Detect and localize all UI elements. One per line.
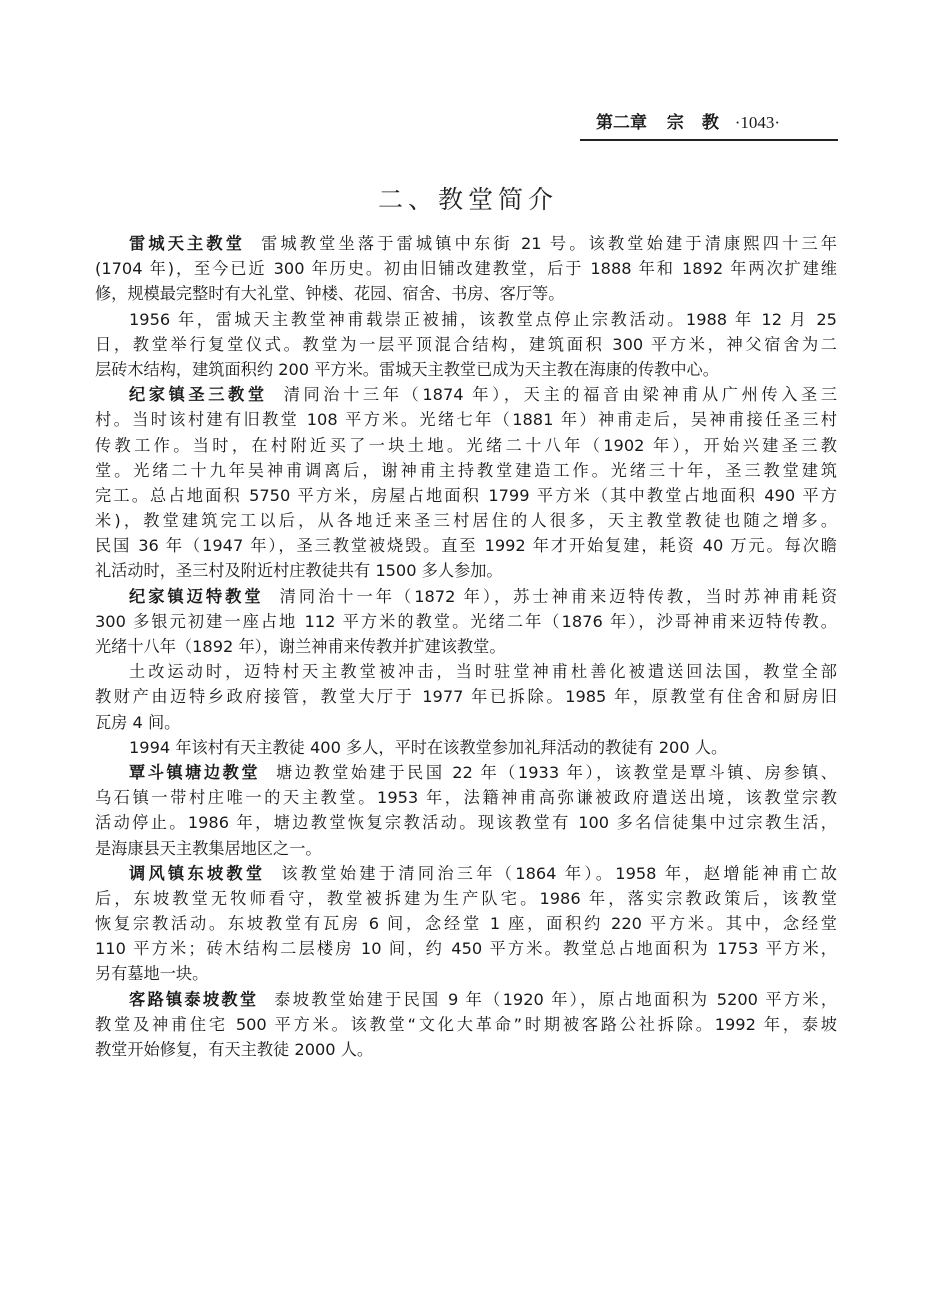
line-text: 清同治十三年（1874 年），天主的福音由梁神甫从广州传入圣三 [283, 385, 838, 405]
line-text: 教堂开始修复，有天主教徒 2000 人。 [95, 1040, 374, 1059]
text-line [95, 735, 837, 760]
paragraph-heading-line [95, 382, 837, 407]
line-text: 活动停止。1986 年，塘边教堂恢复宗教活动。现该教堂有 100 多名信徒集中过宗教生活， [95, 813, 837, 833]
text-line [95, 810, 837, 835]
running-header [596, 108, 836, 133]
church-name-heading: 覃斗镇塘边教堂 [129, 762, 261, 782]
text-line [95, 433, 837, 458]
church-name-heading: 纪家镇迈特教堂 [129, 586, 264, 606]
page-number: ·1043· [734, 113, 781, 132]
text-line [95, 1012, 837, 1037]
text-line [95, 785, 837, 810]
text-line [95, 281, 837, 306]
text-line [95, 558, 837, 583]
body-text [95, 231, 837, 1062]
text-line [95, 911, 837, 936]
line-text: 110 平方米；砖木结构二层楼房 10 间，约 450 平方米。教堂总占地面积为 1753 平方米， [95, 939, 837, 959]
line-text: 后，东坡教堂无牧师看守，教堂被拆建为生产队宅。1986 年，落实宗教政策后，该教堂 [95, 888, 837, 908]
line-text: (1704 年)，至今已近 300 年历史。初由旧铺改建教堂，后于 1888 年和 1892 年两次扩建维 [95, 259, 837, 279]
line-text: 1956 年，雷城天主教堂神甫载崇正被捕，该教堂点停止宗教活动。1988 年 12 月 25 [129, 309, 837, 329]
chapter-label: 第二章 [596, 113, 647, 133]
text-line [95, 332, 837, 357]
text-line [95, 407, 837, 432]
line-text: 泰坡教堂始建于民国 9 年（1920 年），原占地面积为 5200 平方米， [274, 989, 838, 1009]
line-text: 日，教堂举行复堂仪式。教堂为一层平顶混合结构，建筑面积 300 平方米，神父宿舍为二 [95, 334, 837, 354]
line-text: 清同治十一年（1872 年），苏士神甫来迈特传教，当时苏神甫耗资 [279, 586, 838, 606]
text-line [95, 458, 837, 483]
text-line [95, 483, 837, 508]
church-name-heading: 纪家镇圣三教堂 [129, 385, 268, 405]
line-text: 是海康县天主教集居地区之一。 [95, 838, 322, 858]
text-line [95, 936, 837, 961]
line-text: 该教堂始建于清同治三年（1864 年）。1958 年，赵增能神甫亡故 [281, 863, 837, 883]
text-line [95, 533, 837, 558]
text-line [95, 357, 837, 382]
church-name-heading: 调风镇东坡教堂 [129, 863, 266, 883]
text-line [95, 1037, 837, 1062]
paragraph-heading-line [95, 231, 837, 256]
line-text: 土改运动时，迈特村天主教堂被冲击，当时驻堂神甫杜善化被遣送回法国，教堂全部 [129, 662, 837, 682]
line-text: 完工。总占地面积 5750 平方米，房屋占地面积 1799 平方米（其中教堂占地面积 490 平方 [95, 485, 837, 505]
text-line [95, 684, 837, 709]
line-text: 乌石镇一带村庄唯一的天主教堂。1953 年，法籍神甫高弥谦被政府遣送出境，该教堂宗教 [95, 788, 837, 808]
line-text: 修，规模最完整时有大礼堂、钟楼、花园、宿舍、书房、客厅等。 [95, 284, 565, 304]
text-line [95, 634, 837, 659]
paragraph-heading-line [95, 987, 837, 1012]
line-text: 堂。光绪二十九年吴神甫调离后，谢神甫主持教堂建造工作。光绪三十年，圣三教堂建筑 [95, 460, 837, 480]
text-line [95, 508, 837, 533]
church-name-heading: 雷城天主教堂 [129, 234, 246, 253]
text-line [95, 256, 837, 281]
text-line [95, 961, 837, 986]
line-text: 民国 36 年（1947 年），圣三教堂被烧毁。直至 1992 年才开始复建，耗资 40 万元。每次瞻 [95, 536, 837, 556]
header-rule [580, 139, 838, 141]
line-text: 教堂及神甫住宅 500 平方米。该教堂“文化大革命”时期被客路公社拆除。1992 年，泰坡 [95, 1014, 837, 1034]
paragraph-heading-line [95, 861, 837, 886]
section-title: 二、教堂简介 [377, 185, 558, 214]
section-label-first: 宗 [666, 113, 684, 133]
line-text: 瓦房 4 间。 [95, 712, 181, 732]
line-text: 教财产由迈特乡政府接管，教堂大厅于 1977 年已拆除。1985 年，原教堂有住舍和厨房旧 [95, 687, 837, 707]
paragraph-heading-line [95, 584, 837, 609]
line-text: 米)，教堂建筑完工以后，从各地迁来圣三村居住的人很多，天主教堂教徒也随之增多。 [95, 511, 837, 531]
text-line [95, 307, 837, 332]
paragraph-heading-line [95, 760, 837, 785]
line-text: 雷城教堂坐落于雷城镇中东街 21 号。该教堂始建于清康熙四十三年 [261, 234, 837, 253]
line-text: 村。当时该村建有旧教堂 108 平方米。光绪七年（1881 年）神甫走后，吴神甫接任圣三村 [95, 410, 837, 430]
text-line [95, 710, 837, 735]
line-text: 光绪十八年（1892 年），谢兰神甫来传教并扩建该教堂。 [95, 637, 506, 656]
line-text: 礼活动时，圣三村及附近村庄教徒共有 1500 多人参加。 [95, 561, 503, 581]
text-line [95, 836, 837, 861]
line-text: 层砖木结构，建筑面积约 200 平方米。雷城天主教堂已成为天主教在海康的传教中心。 [95, 359, 719, 379]
line-text: 1994 年该村有天主教徒 400 多人，平时在该教堂参加礼拜活动的教徒有 200 人。 [129, 737, 728, 757]
text-line [95, 609, 837, 634]
church-name-heading: 客路镇泰坡教堂 [129, 989, 259, 1009]
text-line [95, 886, 837, 911]
text-line [95, 659, 837, 684]
line-text: 300 多银元初建一座占地 112 平方米的教堂。光绪二年（1876 年），沙哥神甫来迈特传教。 [95, 611, 837, 631]
section-label-second: 教 [701, 113, 719, 133]
line-text: 恢复宗教活动。东坡教堂有瓦房 6 间，念经堂 1 座，面积约 220 平方米。其中，念经堂 [95, 914, 837, 934]
line-text: 塘边教堂始建于民国 22 年（1933 年），该教堂是覃斗镇、房参镇、 [276, 762, 837, 782]
line-text: 另有墓地一块。 [95, 964, 209, 984]
line-text: 传教工作。当时，在村附近买了一块土地。光绪二十八年（1902 年），开始兴建圣三教 [95, 435, 837, 455]
